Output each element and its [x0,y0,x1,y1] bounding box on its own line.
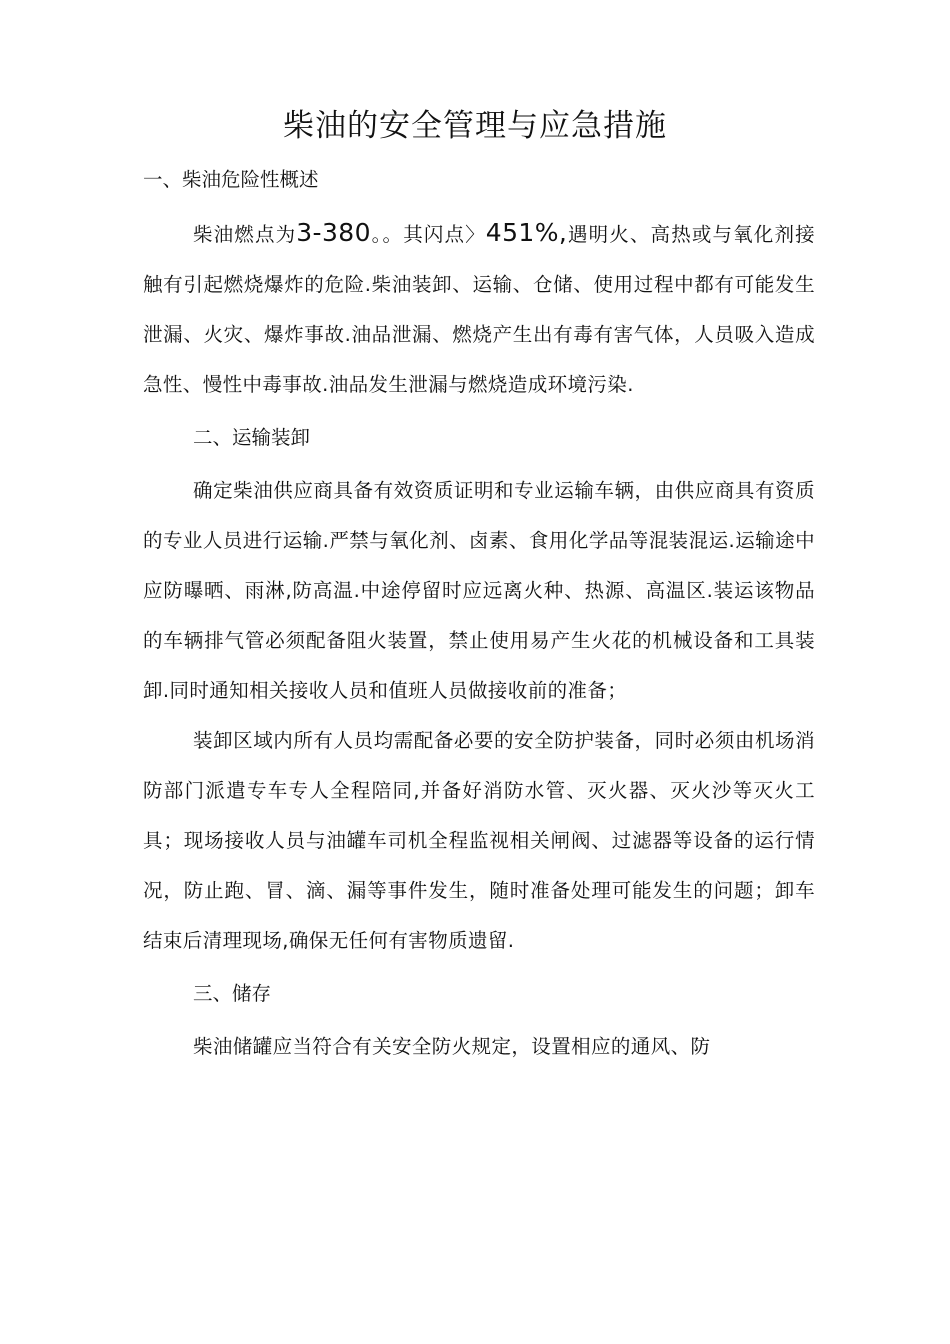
paragraph-text: 。。其闪点〉 [370,223,486,246]
section-heading-hazard-overview: 一、柴油危险性概述 [143,168,319,191]
paragraph-transport-1: 确定柴油供应商具备有效资质证明和专业运输车辆，由供应商具有资质的专业人员进行运输.严禁与氧化剂、卤素、食用化学品等混装混运.运输途中应防曝晒、雨淋,防高温.中途停留时应远离火种、热源、高温区.装运该物品的车辆排气管必须配备阻火装置，禁止使用易产生火花的机械设备和工具装卸.同时通知相关接收人员和值班人员做接收前的准备； [143,479,815,702]
paragraph-hazard-overview [143,208,815,410]
document-body [143,160,815,1072]
flash-point-value: 451%, [485,218,568,247]
section-heading-storage: 三、储存 [193,982,272,1005]
ignition-point-value: 3-380 [296,218,371,247]
document-title: 柴油的安全管理与应急措施 [283,108,667,144]
paragraph-transport-2: 装卸区域内所有人员均需配备必要的安全防护装备，同时必须由机场消防部门派遣专车专人全程陪同,并备好消防水管、灭火器、灭火沙等灭火工具；现场接收人员与油罐车司机全程监视相关闸阀、过滤器等设备的运行情况，防止跑、冒、滴、漏等事件发生，随时准备处理可能发生的问题；卸车结束后清理现场,确保无任何有害物质遗留. [143,729,815,952]
paragraph-text: 遇明火、高热或与氧化剂接触有引起燃烧爆炸的危险.柴油装卸、运输、仓储、使用过程中都有可能发生泄漏、火灾、爆炸事故.油品泄漏、燃烧产生出有毒有害气体，人员吸入造成急性、慢性中毒事故.油品发生泄漏与燃烧造成环境污染. [143,223,815,396]
paragraph-text: 柴油燃点为 [193,223,297,246]
paragraph-storage-1: 柴油储罐应当符合有关安全防火规定，设置相应的通风、防 [193,1035,711,1058]
section-heading-transport: 二、运输装卸 [193,426,311,449]
